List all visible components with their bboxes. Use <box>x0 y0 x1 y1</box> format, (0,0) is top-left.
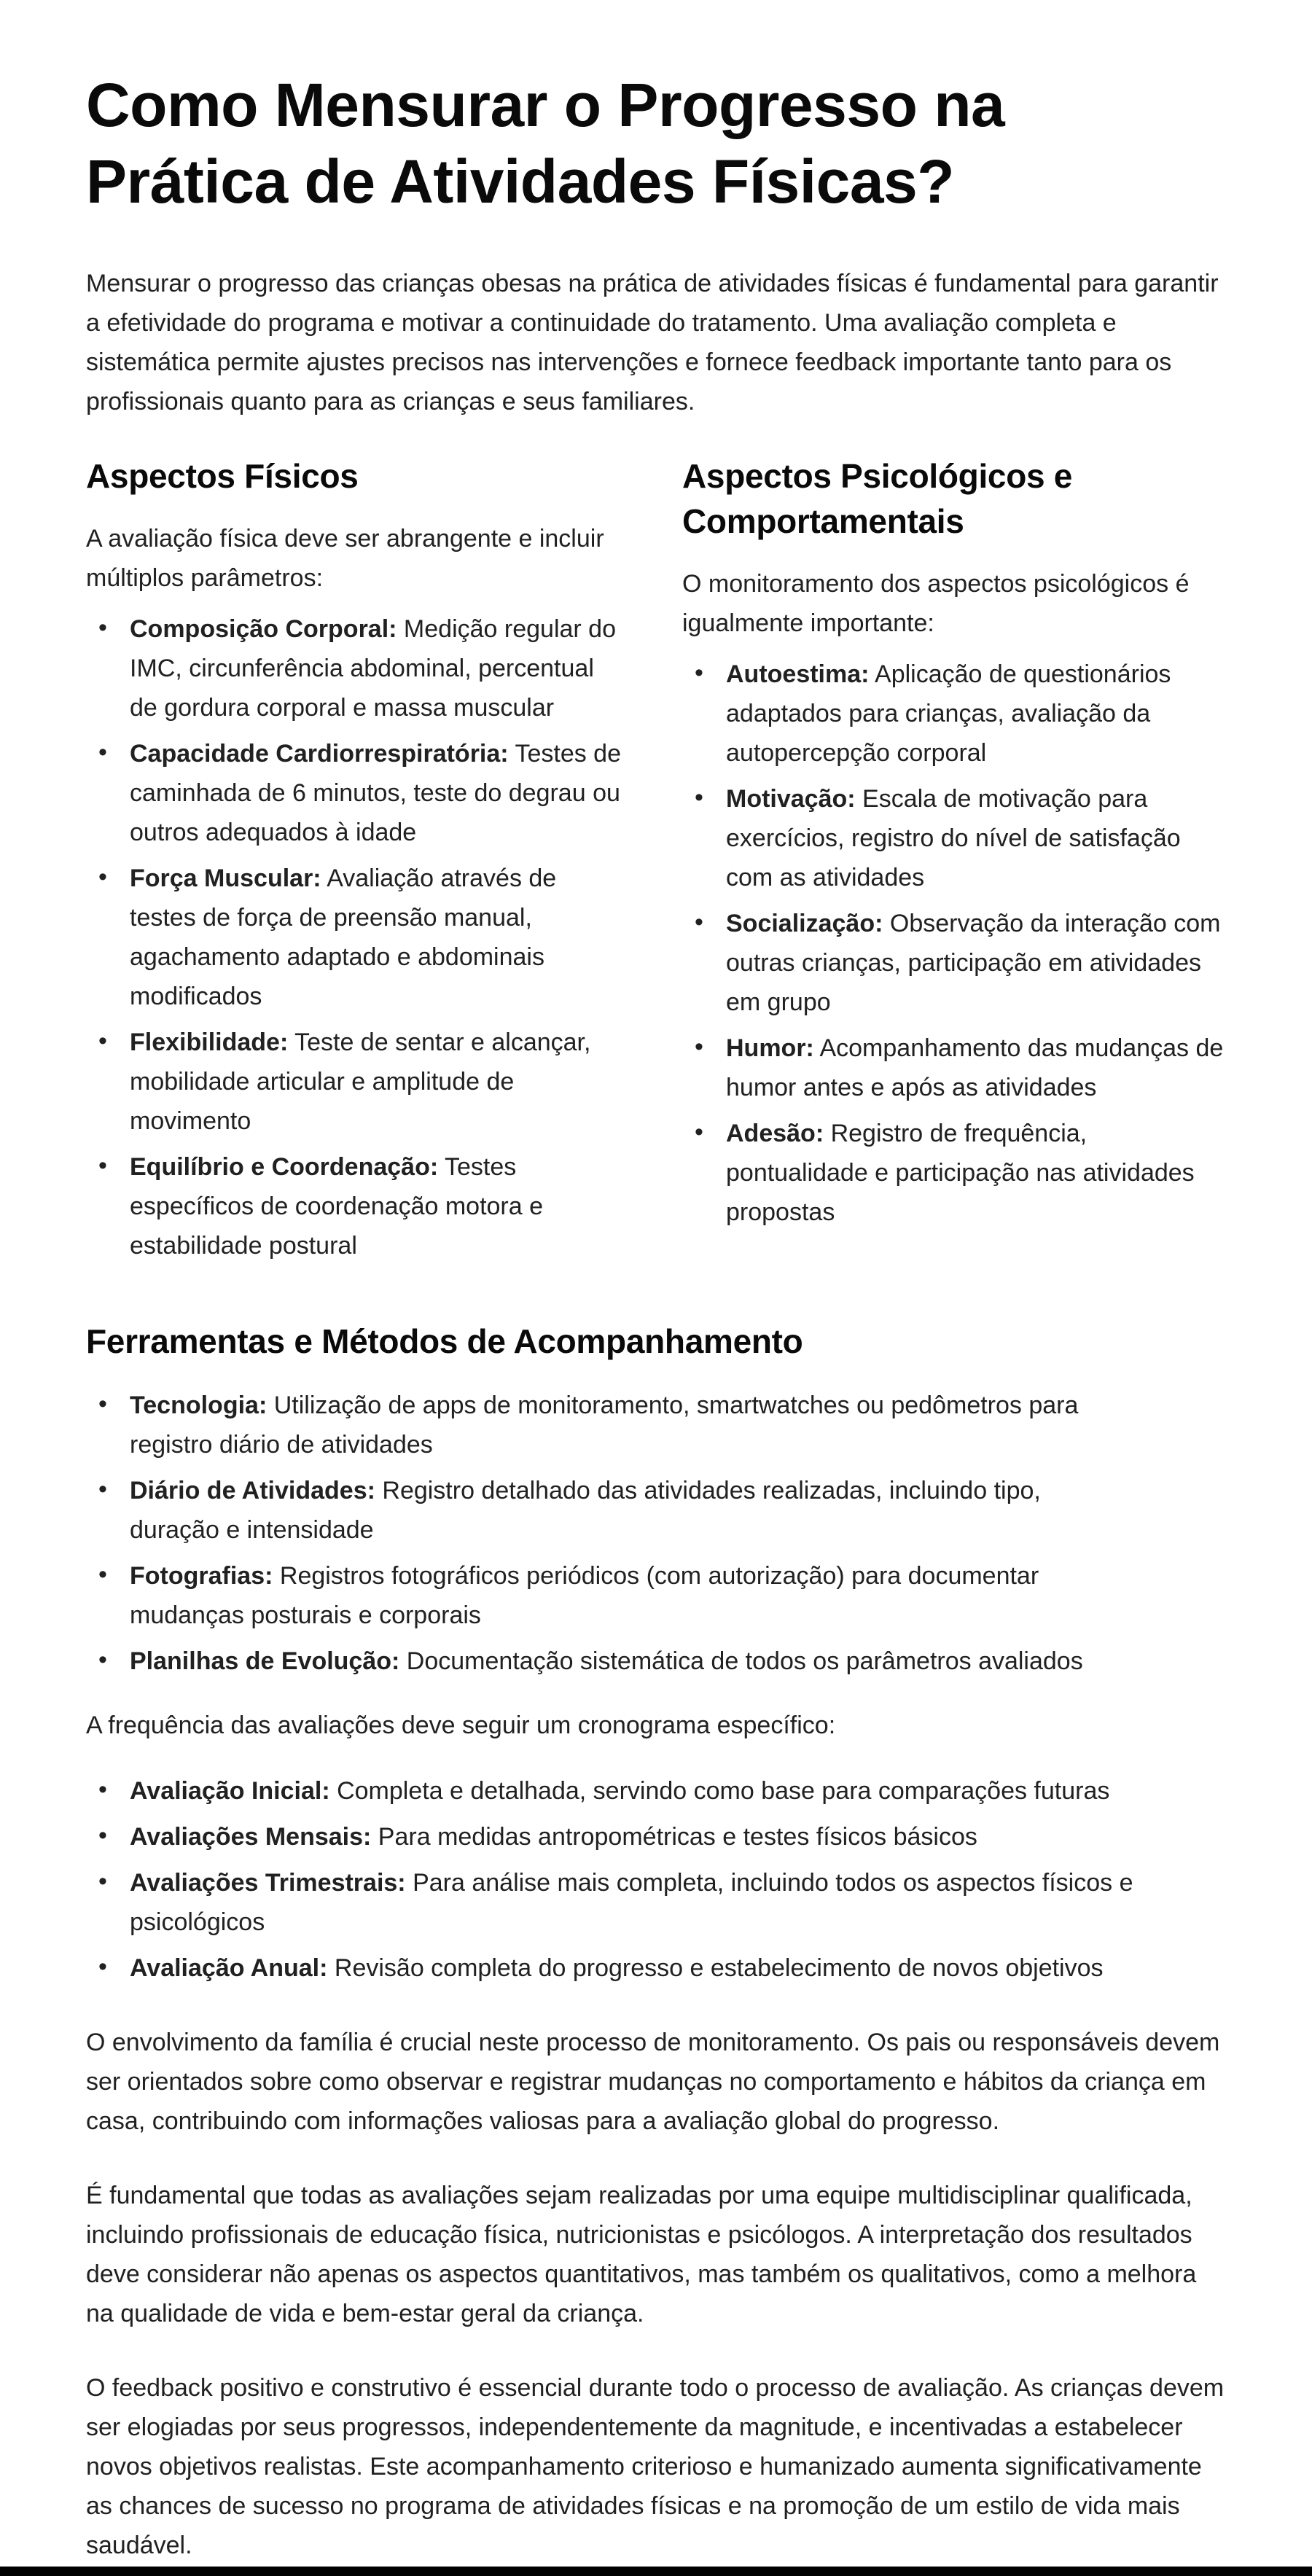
list-item <box>86 1471 1136 1550</box>
item-text: Observação da interação com outras crianças, participação em atividades em grupo <box>726 910 1221 1016</box>
list-item <box>86 1817 1136 1857</box>
tools-methods-heading: Ferramentas e Métodos de Acompanhamento <box>86 1322 803 1360</box>
item-text: Testes de caminhada de 6 minutos, teste do degrau ou outros adequados à idade <box>130 740 621 846</box>
item-label: Avaliações Trimestrais: <box>130 1869 406 1897</box>
list-item <box>86 609 628 727</box>
intro-paragraph: Mensurar o progresso das crianças obesas na prática de atividades físicas é fundamental para garantir a efetividade do programa e motivar a continuidade do tratamento. Uma avaliação completa e sistemática permite ajustes precisos nas intervenções e fornece feedback importante tanto para os profissionais quanto para as crianças e seus familiares. <box>86 270 1219 415</box>
list-item <box>682 655 1225 773</box>
closing-paragraph-family: O envolvimento da família é crucial neste processo de monitoramento. Os pais ou responsáveis devem ser orientados sobre como observar e registrar mudanças no comportamento e hábitos da criança em casa, contribuindo com informações valiosas para a avaliação global do progresso. <box>86 2029 1220 2135</box>
item-label: Diário de Atividades: <box>130 1477 375 1504</box>
item-text: Escala de motivação para exercícios, registro do nível de satisfação com as atividades <box>726 785 1181 891</box>
list-item <box>86 1556 1136 1635</box>
page-title: Como Mensurar o Progresso na Prática de Atividades Físicas? <box>86 71 1005 216</box>
item-text: Medição regular do IMC, circunferência abdominal, percentual de gordura corporal e massa muscular <box>130 615 616 722</box>
list-item <box>86 1642 1136 1681</box>
closing-paragraph-feedback: O feedback positivo e construtivo é essencial durante todo o processo de avaliação. As crianças devem ser elogiadas por seus progressos, independentemente da magnitude, e incentivadas a estabelecer novos objetivos realistas. Este acompanhamento criterioso e humanizado aumenta significativamente as chances de sucesso no programa de atividades físicas e na promoção de um estilo de vida mais saudável. <box>86 2374 1225 2559</box>
psychological-aspects-heading: Aspectos Psicológicos e Comportamentais <box>682 457 1073 540</box>
item-text: Testes específicos de coordenação motora e estabilidade postural <box>130 1153 544 1260</box>
item-label: Adesão: <box>726 1120 824 1147</box>
section-psychological-aspects <box>682 453 1225 1272</box>
item-label: Tecnologia: <box>130 1392 268 1419</box>
item-label: Fotografias: <box>130 1562 273 1590</box>
item-label: Humor: <box>726 1034 814 1062</box>
item-text: Avaliação através de testes de força de preensão manual, agachamento adaptado e abdominais modificados <box>130 864 557 1010</box>
physical-aspects-heading: Aspectos Físicos <box>86 457 359 495</box>
schedule-lead: A frequência das avaliações deve seguir um cronograma específico: <box>86 1712 836 1739</box>
item-label: Flexibilidade: <box>130 1029 289 1056</box>
psychological-aspects-list <box>682 655 1225 1232</box>
item-text: Registro detalhado das atividades realizadas, incluindo tipo, duração e intensidade <box>130 1477 1041 1544</box>
item-text: Aplicação de questionários adaptados para crianças, avaliação da autopercepção corporal <box>726 660 1171 767</box>
list-item <box>86 1386 1136 1464</box>
item-text: Documentação sistemática de todos os parâmetros avaliados <box>399 1647 1083 1675</box>
item-label: Composição Corporal: <box>130 615 397 643</box>
list-item <box>86 1771 1136 1811</box>
tools-list <box>86 1386 1136 1681</box>
item-text: Registros fotográficos periódicos (com autorização) para documentar mudanças posturais e corporais <box>130 1562 1039 1629</box>
physical-aspects-list <box>86 609 628 1265</box>
item-text: Revisão completa do progresso e estabelecimento de novos objetivos <box>327 1954 1104 1982</box>
item-text: Acompanhamento das mudanças de humor antes e após as atividades <box>726 1034 1224 1101</box>
item-label: Avaliação Anual: <box>130 1954 328 1982</box>
item-label: Socialização: <box>726 910 883 937</box>
list-item <box>86 859 628 1016</box>
item-label: Força Muscular: <box>130 864 321 892</box>
item-label: Planilhas de Evolução: <box>130 1647 400 1675</box>
item-text: Utilização de apps de monitoramento, smartwatches ou pedômetros para registro diário de atividades <box>130 1392 1079 1459</box>
list-item <box>86 1147 628 1265</box>
psychological-aspects-lead: O monitoramento dos aspectos psicológicos é igualmente importante: <box>682 570 1190 637</box>
list-item <box>86 1948 1136 1988</box>
item-text: Completa e detalhada, servindo como base para comparações futuras <box>329 1777 1110 1805</box>
list-item <box>86 1023 628 1141</box>
item-text: Para medidas antropométricas e testes físicos básicos <box>371 1823 977 1851</box>
schedule-list <box>86 1771 1136 1988</box>
section-tools-methods <box>86 1319 1226 1988</box>
item-label: Autoestima: <box>726 660 870 688</box>
item-label: Capacidade Cardiorrespiratória: <box>130 740 509 768</box>
item-label: Motivação: <box>726 785 856 813</box>
list-item <box>86 734 628 852</box>
list-item <box>682 779 1225 897</box>
two-column-section <box>86 453 1226 1272</box>
item-label: Equilíbrio e Coordenação: <box>130 1153 439 1181</box>
list-item <box>682 1029 1225 1107</box>
item-text: Teste de sentar e alcançar, mobilidade articular e amplitude de movimento <box>130 1029 591 1135</box>
item-label: Avaliações Mensais: <box>130 1823 372 1851</box>
list-item <box>682 904 1225 1022</box>
list-item <box>682 1114 1225 1232</box>
item-text: Registro de frequência, pontualidade e participação nas atividades propostas <box>726 1120 1195 1226</box>
item-label: Avaliação Inicial: <box>130 1777 330 1805</box>
closing-paragraph-team: É fundamental que todas as avaliações sejam realizadas por uma equipe multidisciplinar qualificada, incluindo profissionais de educação física, nutricionistas e psicólogos. A interpretação dos resultados deve considerar não apenas os aspectos quantitativos, mas também os qualitativos, como a melhora na qualidade de vida e bem-estar geral da criança. <box>86 2182 1197 2327</box>
section-physical-aspects <box>86 453 628 1272</box>
item-text: Para análise mais completa, incluindo todos os aspectos físicos e psicológicos <box>130 1869 1133 1936</box>
bottom-bar <box>0 2567 1312 2576</box>
physical-aspects-lead: A avaliação física deve ser abrangente e incluir múltiplos parâmetros: <box>86 525 604 592</box>
list-item <box>86 1863 1136 1942</box>
